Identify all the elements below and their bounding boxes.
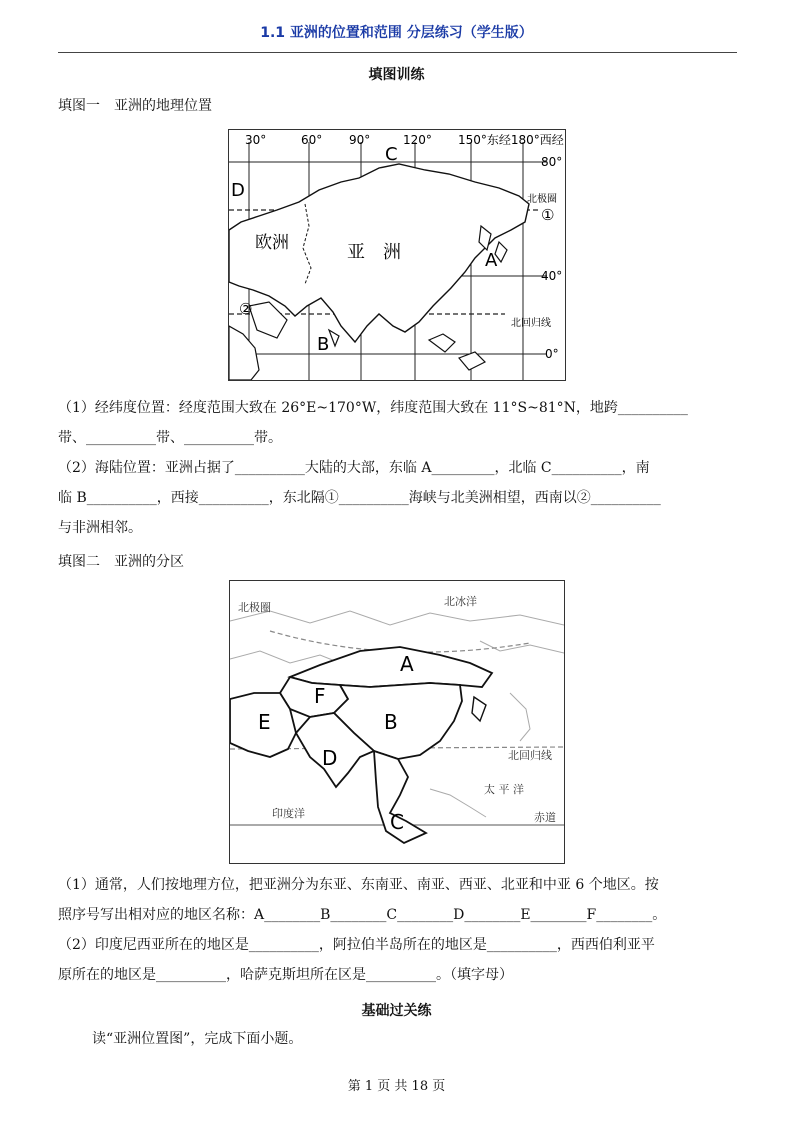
map1-heading: 填图一 亚洲的地理位置 [58, 98, 212, 114]
map-asia-location [228, 129, 566, 381]
letter-A: A [485, 250, 498, 271]
map2-heading: 填图二 亚洲的分区 [58, 554, 184, 570]
europe-label: 欧洲 [255, 233, 289, 253]
section-title-basic-practice: 基础过关练 [361, 1003, 432, 1019]
q1-line-2: 带、__________带、__________带。 [58, 430, 282, 446]
region-letter-A: A [400, 652, 414, 676]
region-letter-D: D [322, 746, 338, 770]
letter-B: B [317, 334, 330, 355]
lat-label-80: 80° [541, 155, 563, 169]
q2-line-2: 照序号写出相对应的地区名称：A________B________C________D________E________F________。 [58, 907, 667, 923]
lon-label-90: 90° [349, 133, 371, 147]
region-letter-B: B [384, 710, 398, 734]
circle-two-label: ② [239, 300, 253, 318]
q1-line-1: （1）经纬度位置：经度范围大致在 26°E~170°W，纬度范围大致在 11°S~81°N，地跨__________ [58, 400, 688, 416]
letter-D: D [231, 180, 245, 201]
q2-line-4: 原所在的地区是__________，哈萨克斯坦所在区是__________。（填字母） [58, 967, 513, 983]
lat-label-40: 40° [541, 269, 563, 283]
circle-one-label: ① [541, 206, 555, 224]
region-letter-E: E [258, 710, 271, 734]
tropic-label: 北回归线 [511, 318, 551, 329]
section-title-fill-map-training: 填图训练 [368, 67, 425, 83]
equator-label: 赤道 [534, 811, 556, 824]
tropic-label-2: 北回归线 [508, 749, 552, 762]
q2-line-1: （1）通常，人们按地理方位，把亚洲分为东亚、东南亚、南亚、西亚、北亚和中亚 6 个地区。按 [58, 877, 659, 893]
region-letter-F: F [314, 684, 326, 708]
indian-ocean-label: 印度洋 [272, 807, 305, 820]
question2-text [58, 870, 742, 990]
letter-C: C [385, 144, 398, 165]
lat-label-0: 0° [545, 347, 559, 361]
arctic-circle-label-2: 北极圈 [238, 601, 271, 614]
lon-label-30: 30° [245, 133, 267, 147]
lon-label-60: 60° [301, 133, 323, 147]
arctic-ocean-label: 北冰洋 [444, 595, 477, 608]
header-divider [58, 52, 737, 53]
q2-line-3: （2）印度尼西亚所在的地区是__________，阿拉伯半岛所在的地区是__________，西西伯利亚平 [58, 937, 655, 953]
map-asia-regions [229, 580, 565, 864]
pacific-label: 太 平 洋 [484, 783, 524, 796]
reading-instruction [92, 1024, 776, 1054]
map-asia-location-graphic [229, 130, 565, 380]
asia-label: 亚 洲 [347, 242, 401, 263]
region-letter-C: C [390, 810, 404, 834]
arctic-circle-label: 北极圈 [527, 194, 557, 205]
map-asia-regions-graphic [230, 581, 564, 863]
q1-line-4: 临 B__________，西接__________，东北隔①__________海峡与北美洲相望，西南以②__________ [58, 490, 661, 506]
q1-line-5: 与非洲相邻。 [58, 520, 142, 536]
q1-line-3: （2）海陆位置：亚洲占据了__________大陆的大部，东临 A_________，北临 C__________，南 [58, 460, 650, 476]
question1-text [58, 393, 742, 543]
lon-label-120: 120° [403, 133, 432, 147]
instruction-text: 读“亚洲位置图”，完成下面小题。 [92, 1031, 303, 1047]
lon-label-150-180: 150°东经180°西经 [458, 133, 564, 147]
document-header-title: 1.1 亚洲的位置和范围 分层练习（学生版） [260, 25, 533, 41]
page-footer: 第 1 页 共 18 页 [347, 1079, 446, 1094]
